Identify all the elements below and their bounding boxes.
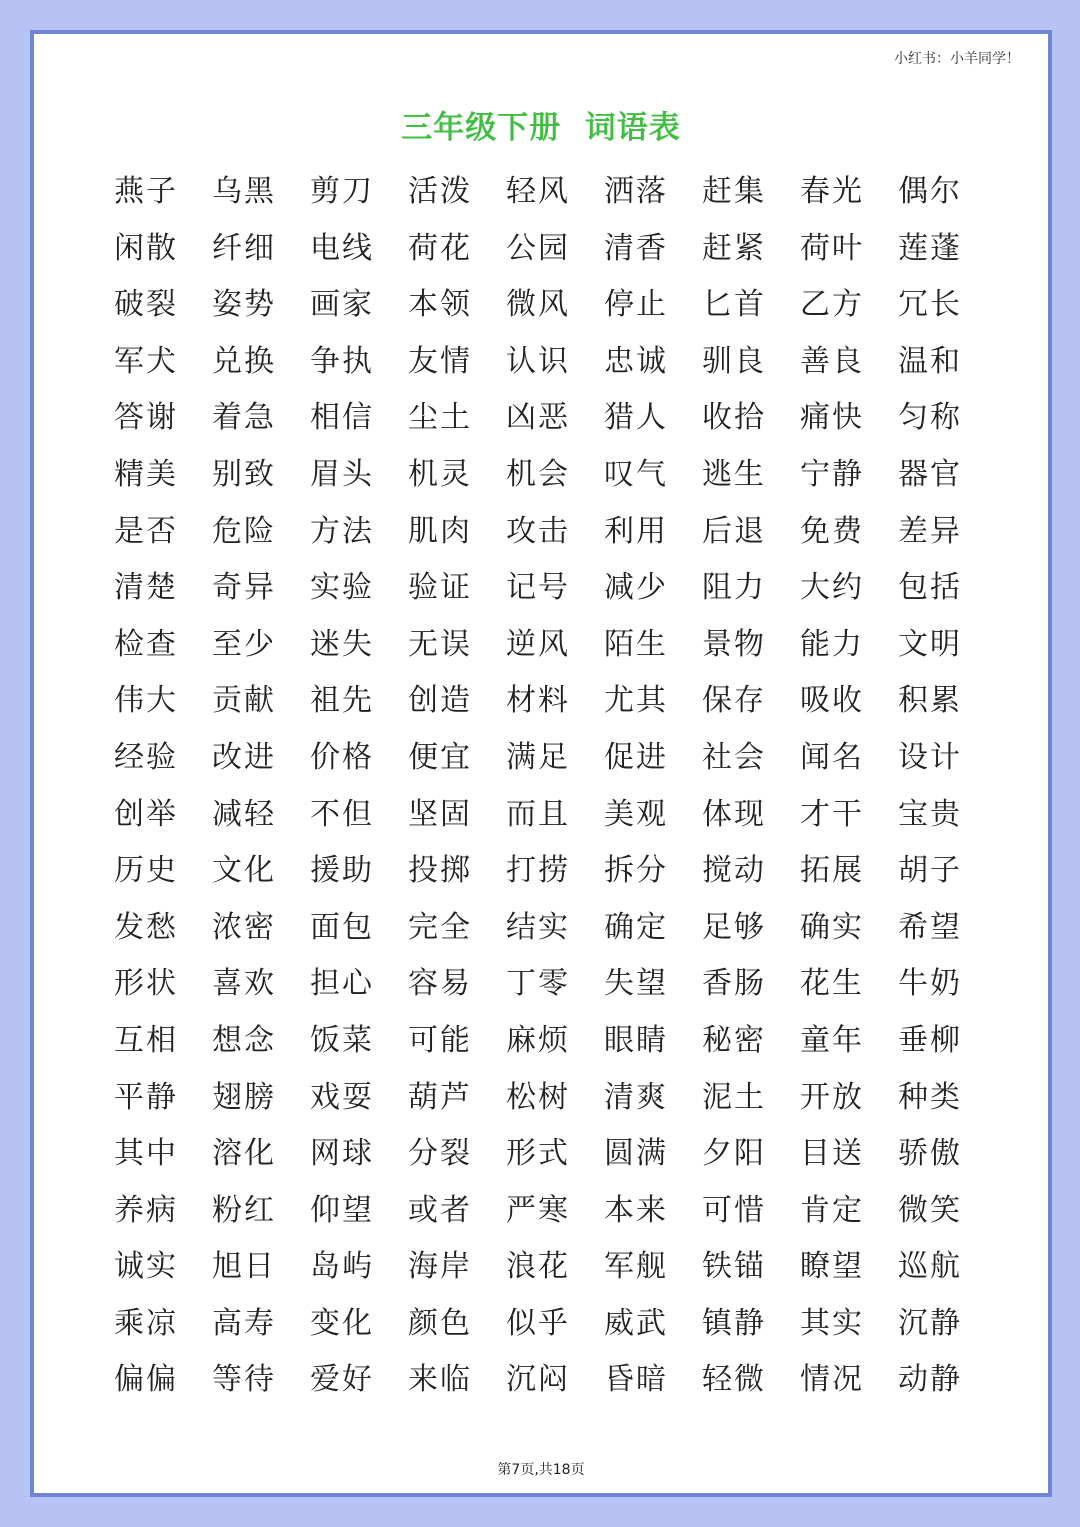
word-item: 认识: [506, 343, 570, 379]
word-item: 可惜: [702, 1192, 766, 1228]
word-item: 创造: [408, 683, 472, 719]
word-item: 高寿: [212, 1305, 276, 1341]
word-item: 善良: [800, 343, 864, 379]
word-item: 景物: [702, 626, 766, 662]
word-item: 肯定: [800, 1192, 864, 1228]
word-item: 希望: [898, 909, 962, 945]
word-item: 兑换: [212, 343, 276, 379]
word-item: 机会: [506, 456, 570, 492]
word-item: 春光: [800, 174, 864, 209]
watermark-text: 小红书：小羊同学！: [894, 51, 1020, 67]
document-page: [30, 30, 1052, 1497]
word-item: 开放: [800, 1079, 864, 1115]
word-item: 粉红: [212, 1192, 276, 1228]
word-item: 沉静: [898, 1305, 962, 1341]
word-item: 赶紧: [702, 230, 766, 266]
word-item: 停止: [604, 287, 668, 323]
word-item: 促进: [604, 739, 668, 775]
word-item: 迷失: [310, 626, 374, 662]
word-item: 眉头: [310, 456, 374, 492]
word-item: 轻微: [702, 1362, 766, 1398]
word-item: 翅膀: [212, 1079, 276, 1115]
word-item: 担心: [310, 966, 374, 1002]
word-item: 想念: [212, 1022, 276, 1058]
word-item: 器官: [898, 456, 962, 492]
word-item: 减少: [604, 570, 668, 606]
word-item: 镇静: [702, 1305, 766, 1341]
word-item: 互相: [114, 1022, 178, 1058]
word-item: 创举: [114, 796, 178, 832]
word-item: 阻力: [702, 570, 766, 606]
word-item: 童年: [800, 1022, 864, 1058]
word-item: 友情: [408, 343, 472, 379]
word-item: 清楚: [114, 570, 178, 606]
word-item: 莲蓬: [898, 230, 962, 266]
word-item: 发愁: [114, 909, 178, 945]
word-item: 验证: [408, 570, 472, 606]
word-item: 威武: [604, 1305, 668, 1341]
word-item: 洒落: [604, 174, 668, 209]
word-item: 动静: [898, 1362, 962, 1398]
word-item: 大约: [800, 570, 864, 606]
word-item: 仰望: [310, 1192, 374, 1228]
word-item: 诚实: [114, 1249, 178, 1285]
word-item: 社会: [702, 739, 766, 775]
word-item: 来临: [408, 1362, 472, 1398]
word-item: 无误: [408, 626, 472, 662]
word-item: 减轻: [212, 796, 276, 832]
word-item: 匕首: [702, 287, 766, 323]
word-item: 文化: [212, 853, 276, 889]
word-item: 逆风: [506, 626, 570, 662]
word-item: 至少: [212, 626, 276, 662]
word-item: 破裂: [114, 287, 178, 323]
word-item: 贡献: [212, 683, 276, 719]
word-item: 燕子: [114, 174, 178, 209]
word-item: 尘土: [408, 400, 472, 436]
word-item: 逃生: [702, 456, 766, 492]
word-item: 相信: [310, 400, 374, 436]
word-item: 电线: [310, 230, 374, 266]
word-item: 保存: [702, 683, 766, 719]
word-item: 泥土: [702, 1079, 766, 1115]
word-item: 改进: [212, 739, 276, 775]
word-item: 匀称: [898, 400, 962, 436]
word-item: 剪刀: [310, 174, 374, 209]
word-item: 岛屿: [310, 1249, 374, 1285]
word-item: 便宜: [408, 739, 472, 775]
word-item: 沉闷: [506, 1362, 570, 1398]
word-item: 松树: [506, 1079, 570, 1115]
word-item: 分裂: [408, 1136, 472, 1172]
word-item: 拆分: [604, 853, 668, 889]
word-item: 喜欢: [212, 966, 276, 1002]
word-item: 确定: [604, 909, 668, 945]
word-item: 军舰: [604, 1249, 668, 1285]
word-item: 机灵: [408, 456, 472, 492]
word-item: 目送: [800, 1136, 864, 1172]
word-item: 爱好: [310, 1362, 374, 1398]
word-item: 满足: [506, 739, 570, 775]
word-item: 陌生: [604, 626, 668, 662]
word-item: 争执: [310, 343, 374, 379]
word-item: 铁锚: [702, 1249, 766, 1285]
word-table: [114, 164, 1014, 1409]
word-item: 似乎: [506, 1305, 570, 1341]
word-item: 价格: [310, 739, 374, 775]
word-item: 垂柳: [898, 1022, 962, 1058]
word-item: 免费: [800, 513, 864, 549]
word-item: 攻击: [506, 513, 570, 549]
word-item: 浪花: [506, 1249, 570, 1285]
word-item: 能力: [800, 626, 864, 662]
word-item: 打捞: [506, 853, 570, 889]
word-item: 眼睛: [604, 1022, 668, 1058]
word-item: 养病: [114, 1192, 178, 1228]
word-item: 种类: [898, 1079, 962, 1115]
word-item: 乙方: [800, 287, 864, 323]
word-item: 昏暗: [604, 1362, 668, 1398]
word-item: 温和: [898, 343, 962, 379]
word-item: 瞭望: [800, 1249, 864, 1285]
word-item: 宝贵: [898, 796, 962, 832]
word-item: 完全: [408, 909, 472, 945]
word-item: 面包: [310, 909, 374, 945]
word-item: 经验: [114, 739, 178, 775]
word-item: 偏偏: [114, 1362, 178, 1398]
word-item: 而且: [506, 796, 570, 832]
word-item: 平静: [114, 1079, 178, 1115]
word-item: 吸收: [800, 683, 864, 719]
word-item: 麻烦: [506, 1022, 570, 1058]
word-item: 着急: [212, 400, 276, 436]
word-item: 美观: [604, 796, 668, 832]
word-item: 祖先: [310, 683, 374, 719]
word-item: 积累: [898, 683, 962, 719]
word-item: 宁静: [800, 456, 864, 492]
word-item: 荷花: [408, 230, 472, 266]
word-item: 海岸: [408, 1249, 472, 1285]
word-item: 尤其: [604, 683, 668, 719]
word-item: 检查: [114, 626, 178, 662]
word-item: 投掷: [408, 853, 472, 889]
word-item: 搅动: [702, 853, 766, 889]
word-item: 胡子: [898, 853, 962, 889]
word-item: 收拾: [702, 400, 766, 436]
word-item: 设计: [898, 739, 962, 775]
word-item: 微笑: [898, 1192, 962, 1228]
word-item: 清爽: [604, 1079, 668, 1115]
word-item: 材料: [506, 683, 570, 719]
word-item: 乘凉: [114, 1305, 178, 1341]
word-item: 凶恶: [506, 400, 570, 436]
word-item: 旭日: [212, 1249, 276, 1285]
word-item: 坚固: [408, 796, 472, 832]
word-item: 叹气: [604, 456, 668, 492]
word-item: 网球: [310, 1136, 374, 1172]
word-item: 军犬: [114, 343, 178, 379]
word-item: 失望: [604, 966, 668, 1002]
word-item: 夕阳: [702, 1136, 766, 1172]
word-item: 清香: [604, 230, 668, 266]
word-item: 别致: [212, 456, 276, 492]
word-item: 差异: [898, 513, 962, 549]
word-item: 利用: [604, 513, 668, 549]
word-item: 危险: [212, 513, 276, 549]
word-item: 情况: [800, 1362, 864, 1398]
word-item: 历史: [114, 853, 178, 889]
word-item: 骄傲: [898, 1136, 962, 1172]
word-item: 忠诚: [604, 343, 668, 379]
word-item: 花生: [800, 966, 864, 1002]
word-item: 乌黑: [212, 174, 276, 209]
word-item: 变化: [310, 1305, 374, 1341]
word-item: 方法: [310, 513, 374, 549]
word-item: 奇异: [212, 570, 276, 606]
word-item: 冗长: [898, 287, 962, 323]
word-item: 记号: [506, 570, 570, 606]
word-item: 偶尔: [898, 174, 962, 209]
word-item: 香肠: [702, 966, 766, 1002]
word-item: 驯良: [702, 343, 766, 379]
word-item: 巡航: [898, 1249, 962, 1285]
word-item: 体现: [702, 796, 766, 832]
word-item: 才干: [800, 796, 864, 832]
word-item: 可能: [408, 1022, 472, 1058]
word-item: 画家: [310, 287, 374, 323]
page-title: 三年级下册 词语表: [401, 110, 681, 146]
word-item: 伟大: [114, 683, 178, 719]
word-item: 足够: [702, 909, 766, 945]
word-item: 肌肉: [408, 513, 472, 549]
word-item: 溶化: [212, 1136, 276, 1172]
word-item: 或者: [408, 1192, 472, 1228]
word-item: 活泼: [408, 174, 472, 209]
word-item: 姿势: [212, 287, 276, 323]
word-item: 饭菜: [310, 1022, 374, 1058]
word-item: 形状: [114, 966, 178, 1002]
word-item: 赶集: [702, 174, 766, 209]
word-item: 严寒: [506, 1192, 570, 1228]
word-item: 微风: [506, 287, 570, 323]
word-item: 援助: [310, 853, 374, 889]
word-item: 文明: [898, 626, 962, 662]
word-item: 精美: [114, 456, 178, 492]
word-item: 浓密: [212, 909, 276, 945]
word-item: 秘密: [702, 1022, 766, 1058]
word-item: 形式: [506, 1136, 570, 1172]
word-item: 猎人: [604, 400, 668, 436]
word-item: 本领: [408, 287, 472, 323]
word-item: 后退: [702, 513, 766, 549]
word-item: 本来: [604, 1192, 668, 1228]
word-item: 其中: [114, 1136, 178, 1172]
word-item: 纤细: [212, 230, 276, 266]
word-item: 丁零: [506, 966, 570, 1002]
word-item: 公园: [506, 230, 570, 266]
word-item: 等待: [212, 1362, 276, 1398]
word-item: 是否: [114, 513, 178, 549]
word-item: 容易: [408, 966, 472, 1002]
word-item: 轻风: [506, 174, 570, 209]
word-item: 拓展: [800, 853, 864, 889]
word-item: 颜色: [408, 1305, 472, 1341]
word-item: 戏耍: [310, 1079, 374, 1115]
word-item: 痛快: [800, 400, 864, 436]
word-item: 闲散: [114, 230, 178, 266]
word-item: 闻名: [800, 739, 864, 775]
word-item: 结实: [506, 909, 570, 945]
word-item: 牛奶: [898, 966, 962, 1002]
word-item: 葫芦: [408, 1079, 472, 1115]
word-item: 实验: [310, 570, 374, 606]
word-item: 其实: [800, 1305, 864, 1341]
page-footer: 第7页,共18页: [497, 1462, 585, 1478]
word-item: 答谢: [114, 400, 178, 436]
word-item: 不但: [310, 796, 374, 832]
word-item: 圆满: [604, 1136, 668, 1172]
word-item: 荷叶: [800, 230, 864, 266]
word-item: 确实: [800, 909, 864, 945]
word-item: 包括: [898, 570, 962, 606]
